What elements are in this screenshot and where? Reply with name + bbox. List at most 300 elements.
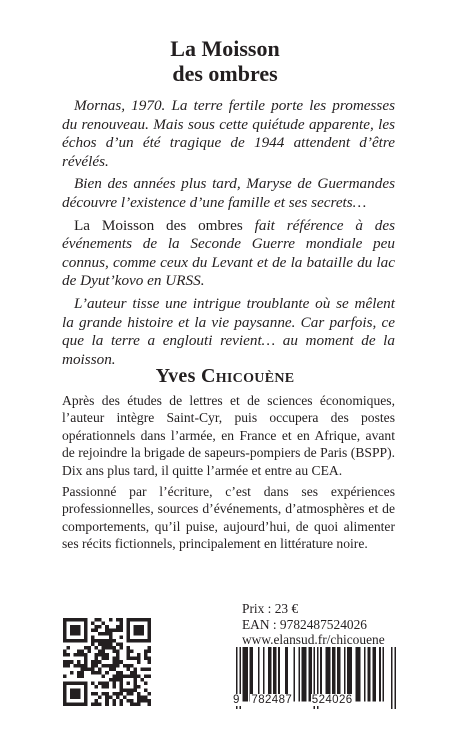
qr-module <box>126 674 130 678</box>
qr-module <box>63 650 67 654</box>
qr-module <box>91 702 95 706</box>
barcode-digit-group-2: 524026 <box>311 694 353 706</box>
qr-module <box>140 629 144 633</box>
qr-module <box>137 625 141 629</box>
qr-module <box>144 667 148 671</box>
qr-module <box>116 625 120 629</box>
qr-module <box>102 646 106 650</box>
qr-module <box>95 664 99 668</box>
qr-module <box>70 702 74 706</box>
qr-module <box>112 685 116 689</box>
qr-module <box>119 681 123 685</box>
qr-module <box>126 688 130 692</box>
qr-module <box>74 618 78 622</box>
publication-info <box>242 601 385 648</box>
qr-module <box>140 639 144 643</box>
qr-module <box>109 678 113 682</box>
qr-module <box>137 618 141 622</box>
qr-module <box>77 695 81 699</box>
qr-module <box>126 681 130 685</box>
qr-module <box>91 692 95 696</box>
synopsis-paragraph <box>62 175 395 212</box>
qr-module <box>116 629 120 633</box>
qr-module <box>70 695 74 699</box>
qr-module <box>98 632 102 636</box>
qr-module <box>67 660 71 664</box>
qr-module <box>70 688 74 692</box>
qr-module <box>63 629 67 633</box>
qr-module <box>112 650 116 654</box>
qr-module <box>84 622 88 626</box>
qr-module <box>137 692 141 696</box>
qr-module <box>119 688 123 692</box>
qr-module <box>63 632 67 636</box>
qr-module <box>147 692 151 696</box>
qr-module <box>130 688 134 692</box>
qr-module <box>119 671 123 675</box>
qr-module <box>144 653 148 657</box>
qr-module <box>130 699 134 703</box>
qr-module <box>70 618 74 622</box>
qr-module <box>102 632 106 636</box>
qr-module <box>95 625 99 629</box>
qr-module <box>88 667 92 671</box>
qr-module <box>84 702 88 706</box>
qr-module <box>126 657 130 661</box>
qr-module <box>84 664 88 668</box>
qr-module <box>105 643 109 647</box>
qr-module <box>147 625 151 629</box>
qr-module <box>102 657 106 661</box>
qr-module <box>147 618 151 622</box>
qr-module <box>137 695 141 699</box>
qr-module <box>74 639 78 643</box>
qr-module <box>105 699 109 703</box>
qr-module <box>63 695 67 699</box>
qr-module <box>147 636 151 640</box>
qr-module <box>112 664 116 668</box>
qr-module <box>109 667 113 671</box>
qr-module <box>77 625 81 629</box>
qr-module <box>133 671 137 675</box>
qr-module <box>63 636 67 640</box>
qr-module <box>147 650 151 654</box>
qr-module <box>116 657 120 661</box>
qr-module <box>133 688 137 692</box>
qr-module <box>126 667 130 671</box>
qr-module <box>109 695 113 699</box>
qr-module <box>140 667 144 671</box>
price: Prix : 23 € <box>242 601 299 616</box>
barcode-digit-first: 9 <box>233 694 240 706</box>
qr-module <box>70 629 74 633</box>
qr-module <box>67 664 71 668</box>
qr-module <box>102 622 106 626</box>
qr-module <box>98 667 102 671</box>
qr-module <box>130 671 134 675</box>
qr-module <box>84 639 88 643</box>
qr-module <box>91 629 95 633</box>
qr-module <box>95 702 99 706</box>
qr-module <box>105 692 109 696</box>
qr-module <box>144 639 148 643</box>
qr-module <box>77 653 81 657</box>
qr-module <box>105 646 109 650</box>
qr-module <box>123 695 127 699</box>
qr-module <box>147 632 151 636</box>
qr-module <box>116 643 120 647</box>
qr-module <box>81 681 85 685</box>
qr-module <box>119 685 123 689</box>
qr-module <box>102 639 106 643</box>
qr-module <box>81 702 85 706</box>
qr-module <box>130 639 134 643</box>
qr-module <box>109 664 113 668</box>
qr-module <box>119 629 123 633</box>
qr-module <box>112 646 116 650</box>
qr-module <box>112 657 116 661</box>
qr-module <box>147 657 151 661</box>
author-bio <box>62 392 395 557</box>
qr-module <box>147 667 151 671</box>
qr-module <box>147 699 151 703</box>
qr-module <box>63 681 67 685</box>
qr-module <box>116 650 120 654</box>
qr-module <box>137 653 141 657</box>
qr-module <box>102 681 106 685</box>
qr-module <box>77 688 81 692</box>
qr-module <box>109 629 113 633</box>
qr-module <box>77 671 81 675</box>
qr-module <box>91 681 95 685</box>
qr-module <box>84 667 88 671</box>
qr-module <box>119 636 123 640</box>
qr-module <box>84 632 88 636</box>
synopsis-paragraph <box>62 217 395 291</box>
qr-module <box>126 629 130 633</box>
qr-module <box>109 636 113 640</box>
qr-module <box>98 695 102 699</box>
qr-module <box>140 678 144 682</box>
qr-module <box>84 699 88 703</box>
synopsis-text: Bien des années plus tard, Maryse de Guermandes découvre l’existence d’une famille et ses secrets… <box>62 175 395 211</box>
qr-module <box>112 667 116 671</box>
qr-module <box>81 639 85 643</box>
qr-module <box>84 657 88 661</box>
qr-module <box>98 702 102 706</box>
qr-module <box>98 650 102 654</box>
qr-module <box>74 702 78 706</box>
qr-module <box>70 625 74 629</box>
qr-module <box>95 685 99 689</box>
qr-module <box>74 695 78 699</box>
author-first-name: Yves <box>155 365 196 387</box>
qr-module <box>116 653 120 657</box>
qr-module <box>130 650 134 654</box>
qr-module <box>63 660 67 664</box>
ean-number: EAN : 9782487524026 <box>242 616 367 632</box>
qr-module <box>133 657 137 661</box>
qr-module <box>119 678 123 682</box>
qr-module <box>91 643 95 647</box>
qr-module <box>105 657 109 661</box>
barcode-digits <box>232 693 402 707</box>
qr-module <box>81 650 85 654</box>
qr-module <box>63 699 67 703</box>
qr-module <box>112 699 116 703</box>
qr-module <box>81 618 85 622</box>
qr-module <box>144 650 148 654</box>
qr-module <box>102 685 106 689</box>
qr-module <box>119 646 123 650</box>
qr-module <box>126 646 130 650</box>
qr-module <box>63 622 67 626</box>
qr-module <box>63 664 67 668</box>
qr-module <box>63 685 67 689</box>
qr-module <box>133 678 137 682</box>
qr-module <box>98 639 102 643</box>
qr-module <box>130 674 134 678</box>
qr-module <box>84 625 88 629</box>
qr-module <box>95 692 99 696</box>
qr-module <box>91 622 95 626</box>
qr-module <box>77 702 81 706</box>
qr-module <box>91 667 95 671</box>
qr-module <box>116 660 120 664</box>
qr-code-icon <box>63 618 151 706</box>
qr-module <box>130 702 134 706</box>
qr-module <box>84 618 88 622</box>
qr-module <box>84 685 88 689</box>
author-name <box>0 364 450 388</box>
qr-module <box>98 671 102 675</box>
qr-module <box>84 629 88 633</box>
qr-module <box>119 674 123 678</box>
qr-module <box>116 618 120 622</box>
qr-module <box>98 643 102 647</box>
synopsis-paragraph <box>62 295 395 369</box>
qr-module <box>147 629 151 633</box>
qr-module <box>84 636 88 640</box>
qr-module <box>126 636 130 640</box>
qr-module <box>133 629 137 633</box>
qr-module <box>105 632 109 636</box>
synopsis-text: L’auteur tisse une intrigue troublante où se mêlent la grande histoire et la vie paysanne. Car parfois, ce que la terre a englouti revient… au moment de la moisson. <box>62 294 395 368</box>
qr-module <box>67 653 71 657</box>
qr-module <box>116 674 120 678</box>
qr-module <box>77 664 81 668</box>
qr-module <box>140 618 144 622</box>
qr-module <box>63 625 67 629</box>
qr-module <box>137 657 141 661</box>
qr-module <box>84 695 88 699</box>
qr-module <box>119 692 123 696</box>
qr-module <box>144 699 148 703</box>
qr-module <box>126 625 130 629</box>
qr-module <box>77 692 81 696</box>
qr-module <box>98 660 102 664</box>
qr-module <box>123 688 127 692</box>
qr-module <box>105 685 109 689</box>
qr-module <box>130 664 134 668</box>
qr-module <box>105 664 109 668</box>
qr-module <box>109 632 113 636</box>
qr-module <box>112 629 116 633</box>
qr-module <box>144 681 148 685</box>
qr-module <box>126 632 130 636</box>
qr-module <box>126 650 130 654</box>
qr-module <box>119 625 123 629</box>
qr-module <box>112 681 116 685</box>
qr-module <box>74 692 78 696</box>
qr-module <box>67 681 71 685</box>
author-last-name: Chicouène <box>201 365 295 387</box>
qr-module <box>95 646 99 650</box>
qr-module <box>70 671 74 675</box>
qr-module <box>133 702 137 706</box>
qr-module <box>137 702 141 706</box>
qr-module <box>74 688 78 692</box>
qr-module <box>63 692 67 696</box>
qr-module <box>98 625 102 629</box>
qr-module <box>105 702 109 706</box>
qr-module <box>77 618 81 622</box>
qr-module <box>63 639 67 643</box>
qr-module <box>95 639 99 643</box>
qr-module <box>84 688 88 692</box>
qr-module <box>112 702 116 706</box>
qr-module <box>84 692 88 696</box>
qr-module <box>119 618 123 622</box>
qr-module <box>63 674 67 678</box>
qr-module <box>74 625 78 629</box>
qr-module <box>137 685 141 689</box>
qr-module <box>116 695 120 699</box>
qr-module <box>77 639 81 643</box>
qr-module <box>77 629 81 633</box>
synopsis-text: fait référence à des événements de la Seconde Guerre mondiale peu connus, comme ceux du Levant et de la bataille du lac de Dyut’kovo en URSS. <box>62 216 395 290</box>
qr-module <box>109 643 113 647</box>
qr-module <box>105 639 109 643</box>
synopsis <box>62 97 395 373</box>
qr-module <box>70 681 74 685</box>
qr-module <box>70 632 74 636</box>
qr-module <box>70 660 74 664</box>
qr-module <box>63 688 67 692</box>
qr-module <box>84 653 88 657</box>
qr-module <box>95 660 99 664</box>
qr-module <box>126 653 130 657</box>
qr-module <box>63 702 67 706</box>
qr-module <box>130 692 134 696</box>
qr-module <box>105 625 109 629</box>
qr-module <box>119 622 123 626</box>
barcode-digit-group-1: 782487 <box>251 694 293 706</box>
qr-module <box>77 632 81 636</box>
qr-module <box>102 692 106 696</box>
synopsis-paragraph <box>62 97 395 171</box>
qr-module <box>144 674 148 678</box>
bio-paragraph: Passionné par l’écriture, c’est dans ses expériences professionnelles, sources d’événements, d’atmosphères et de comportements, qu’il puise, aujourd’hui, de quoi alimenter ses récits fictionnels, principalement en littérature noire. <box>62 484 395 552</box>
qr-module <box>81 671 85 675</box>
qr-module <box>126 639 130 643</box>
qr-module <box>102 653 106 657</box>
qr-module <box>119 643 123 647</box>
qr-module <box>140 625 144 629</box>
qr-module <box>91 664 95 668</box>
qr-module <box>126 692 130 696</box>
qr-module <box>137 639 141 643</box>
qr-module <box>137 629 141 633</box>
qr-module <box>81 667 85 671</box>
qr-module <box>77 650 81 654</box>
qr-module <box>74 632 78 636</box>
qr-module <box>95 629 99 633</box>
qr-module <box>91 671 95 675</box>
qr-module <box>123 674 127 678</box>
qr-module <box>67 646 71 650</box>
qr-module <box>74 653 78 657</box>
qr-module <box>102 650 106 654</box>
qr-module <box>126 664 130 668</box>
qr-module <box>98 618 102 622</box>
qr-module <box>88 650 92 654</box>
synopsis-text: Mornas, 1970. La terre fertile porte les promesses du renouveau. Mais sous cette quiétude apparente, les échos d’un été tragique de 1944 attendent d’être révélés. <box>62 97 395 170</box>
qr-module <box>70 692 74 696</box>
book-title-line-1: La Moisson <box>170 36 280 61</box>
qr-module <box>91 639 95 643</box>
qr-module <box>95 699 99 703</box>
qr-module <box>105 629 109 633</box>
qr-module <box>81 674 85 678</box>
qr-module <box>77 674 81 678</box>
qr-module <box>144 695 148 699</box>
qr-module <box>137 674 141 678</box>
qr-module <box>67 639 71 643</box>
qr-module <box>74 629 78 633</box>
qr-module <box>67 618 71 622</box>
qr-module <box>102 674 106 678</box>
qr-module <box>119 660 123 664</box>
qr-module <box>63 653 67 657</box>
qr-module <box>70 639 74 643</box>
qr-module <box>112 692 116 696</box>
qr-module <box>95 653 99 657</box>
qr-module <box>116 678 120 682</box>
qr-module <box>77 660 81 664</box>
qr-module <box>140 695 144 699</box>
qr-module <box>119 699 123 703</box>
qr-module <box>137 660 141 664</box>
qr-module <box>116 671 120 675</box>
qr-module <box>84 646 88 650</box>
qr-module <box>74 681 78 685</box>
publisher-url: www.elansud.fr/chicouene <box>242 632 385 648</box>
qr-module <box>112 678 116 682</box>
book-title-line-2: des ombres <box>172 61 278 86</box>
qr-module <box>84 660 88 664</box>
bio-paragraph: Après des études de lettres et de sciences économiques, l’auteur intègre Saint-Cyr, puis occupera des postes opérationnels dans l’armée, en France et en Afrique, avant de rejoindre la brigade de sapeurs-pompiers de Paris (BSPP). Dix ans plus tard, il quitte l’armée et entre au CEA. <box>62 393 395 478</box>
qr-module <box>109 618 113 622</box>
qr-module <box>112 660 116 664</box>
qr-module <box>67 702 71 706</box>
qr-module <box>133 625 137 629</box>
qr-module <box>144 688 148 692</box>
qr-module <box>133 639 137 643</box>
qr-module <box>137 632 141 636</box>
qr-module <box>112 674 116 678</box>
qr-module <box>147 646 151 650</box>
